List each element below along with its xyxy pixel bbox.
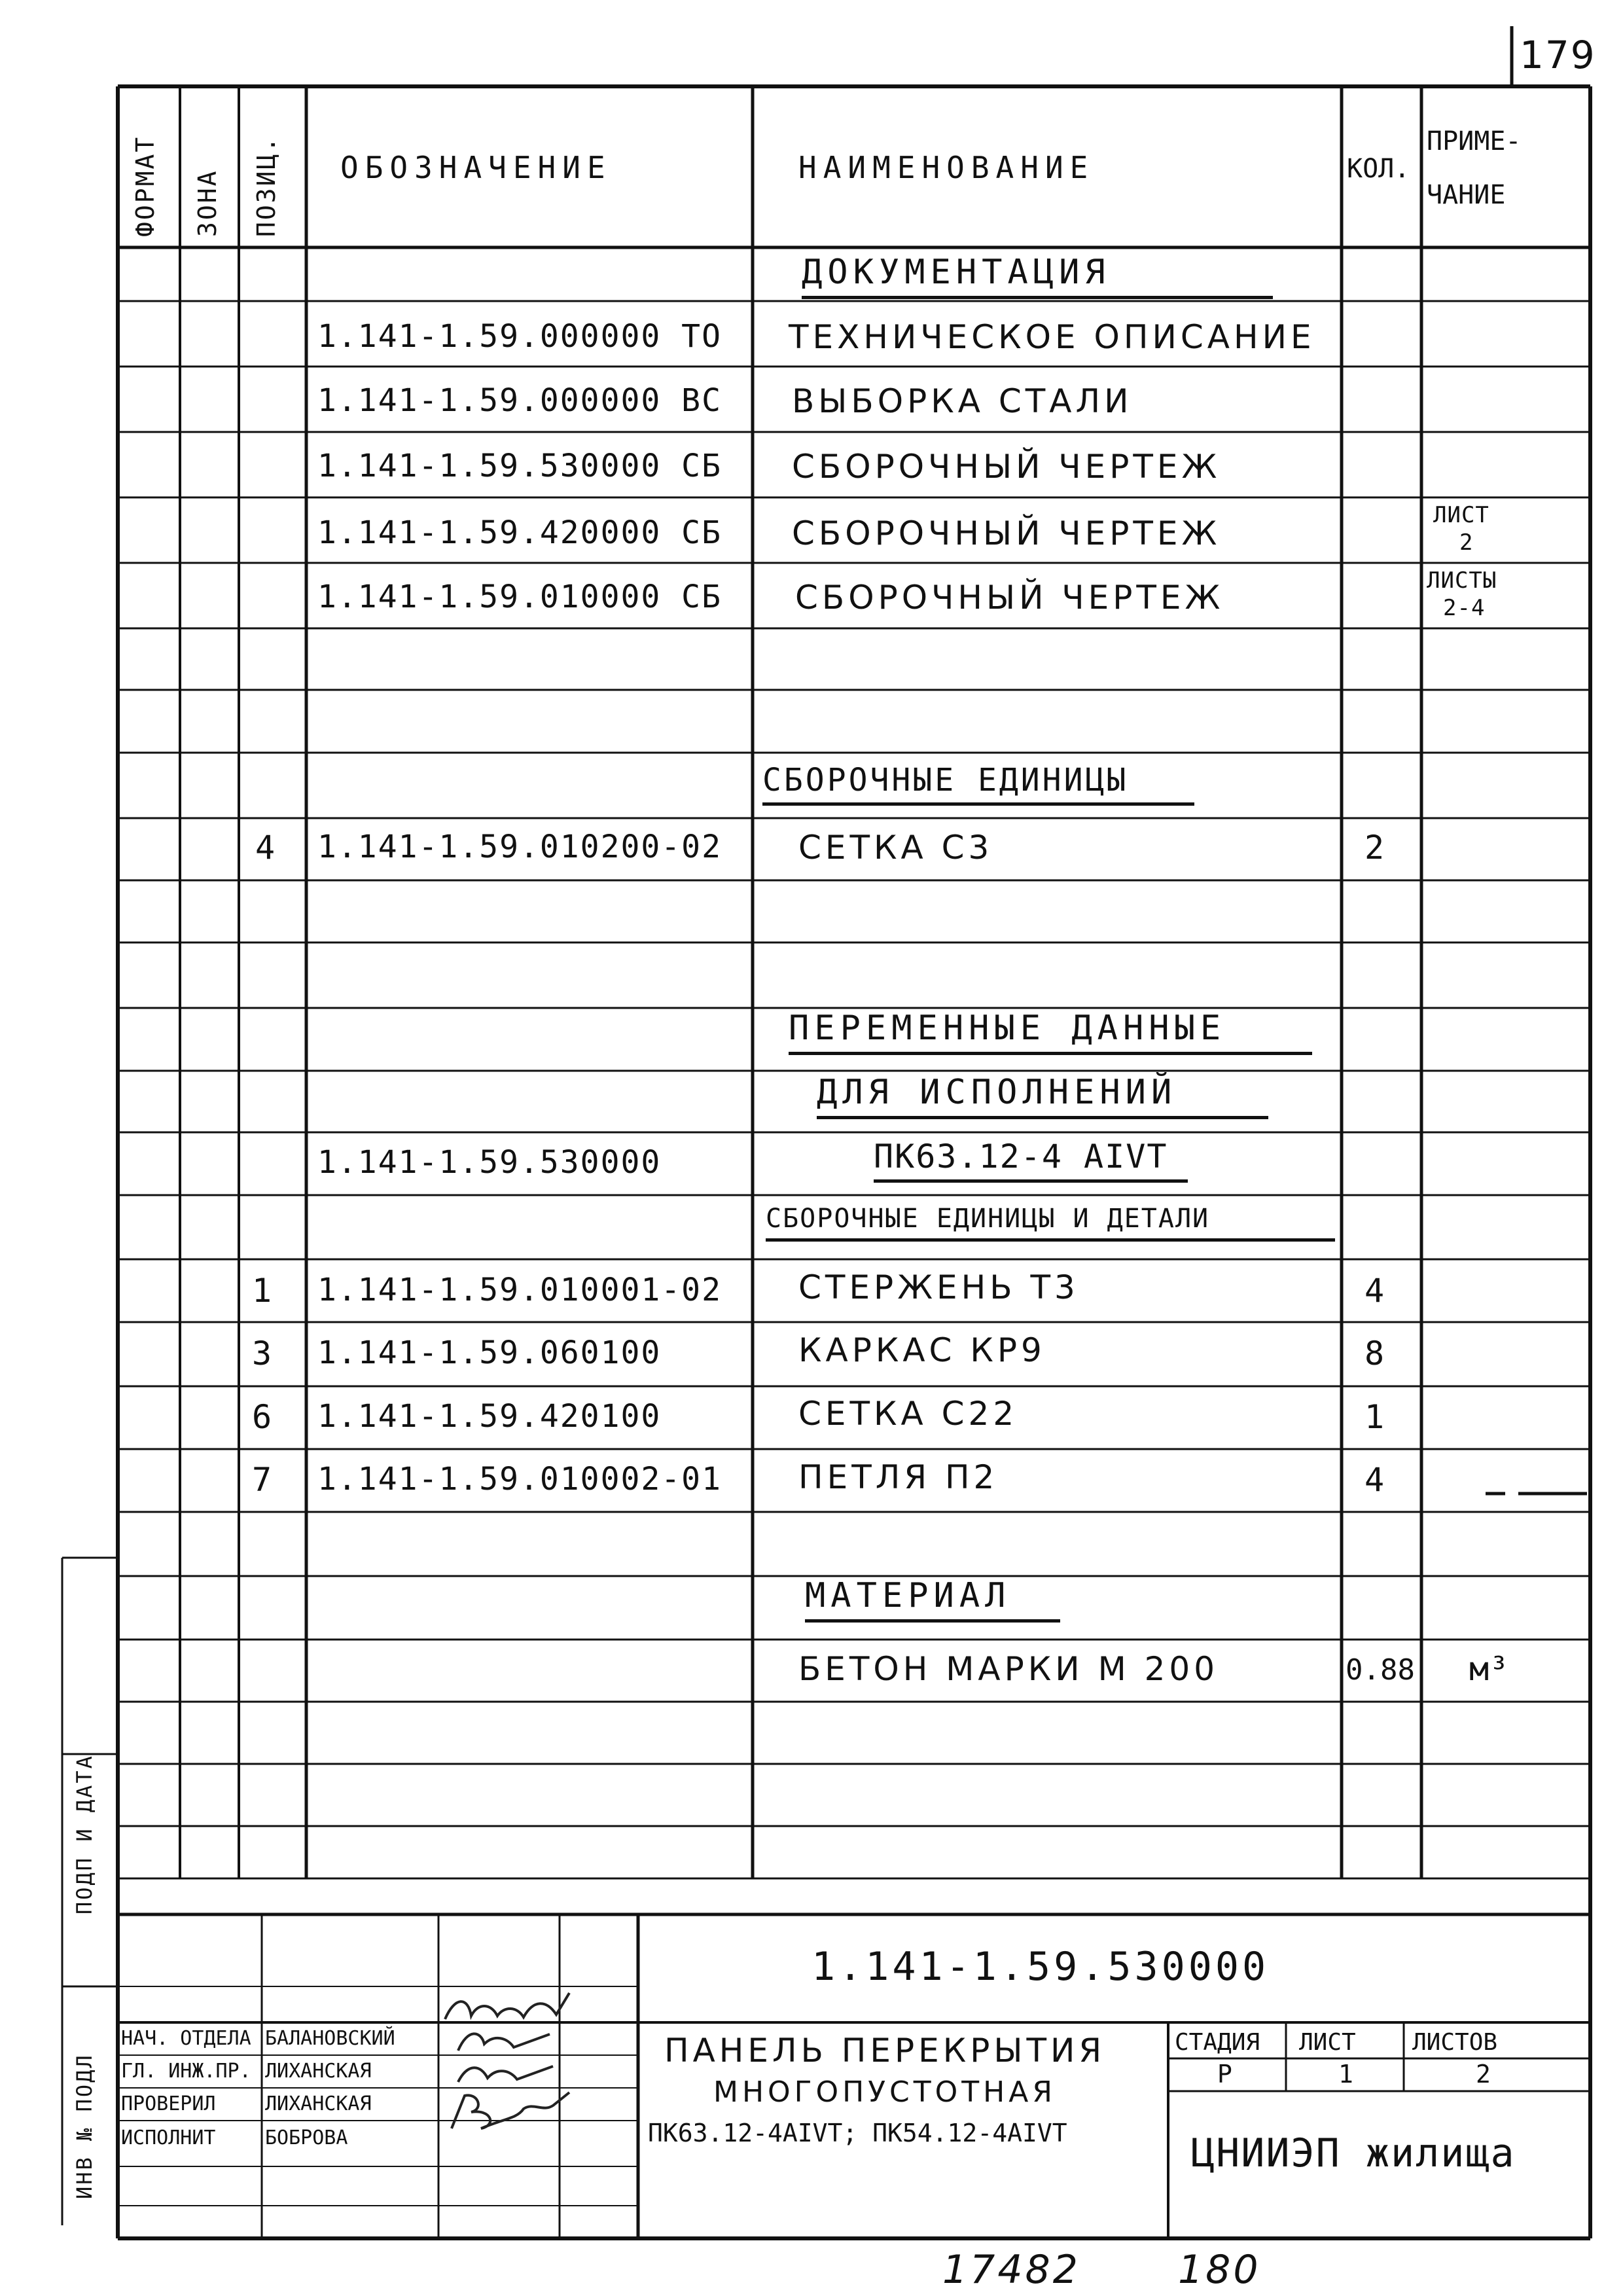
section-assembly-units-and-parts: СБОРОЧНЫЕ ЕДИНИЦЫ И ДЕТАЛИ (766, 1206, 1335, 1242)
doc5-note-line1: ЛИСТЫ (1427, 567, 1497, 594)
title-line-1: ПАНЕЛЬ ПЕРЕКРЫТИЯ (664, 2032, 1106, 2070)
asm1-name: СЕТКА С3 (798, 829, 993, 867)
part2-designation: 1.141-1.59.060100 (317, 1335, 662, 1371)
doc2-name: ВЫБОРКА СТАЛИ (792, 382, 1133, 420)
part2-name: КАРКАС КР9 (798, 1331, 1046, 1369)
doc4-designation: 1.141-1.59.420000 СБ (317, 514, 722, 551)
person-3: ЛИХАНСКАЯ (265, 2092, 372, 2115)
doc3-designation: 1.141-1.59.530000 СБ (317, 448, 722, 484)
sheets-value: 2 (1476, 2060, 1491, 2089)
part3-name: СЕТКА С22 (798, 1395, 1018, 1433)
footer-number-2: 180 (1178, 2247, 1261, 2293)
title-line-2: МНОГОПУСТОТНАЯ (713, 2075, 1056, 2109)
part3-position: 6 (252, 1398, 272, 1436)
doc5-name: СБОРОЧНЫЙ ЧЕРТЕЖ (795, 579, 1224, 617)
header-qty: КОЛ. (1347, 154, 1410, 184)
part1-position: 1 (252, 1272, 272, 1310)
section-material: МАТЕРИАЛ (805, 1579, 1060, 1623)
sheet-value: 1 (1338, 2060, 1353, 2089)
role-3: ПРОВЕРИЛ (121, 2092, 216, 2115)
part4-designation: 1.141-1.59.010002-01 (317, 1461, 722, 1498)
part4-qty: 4 (1364, 1461, 1385, 1499)
part4-name: ПЕТЛЯ П2 (798, 1458, 999, 1496)
doc4-name: СБОРОЧНЫЙ ЧЕРТЕЖ (792, 514, 1221, 552)
signature-1 (442, 1990, 573, 2029)
person-1: БАЛАНОВСКИЙ (265, 2027, 395, 2050)
title-line-3: ПК63.12-4AIVТ; ПК54.12-4AIVТ (648, 2119, 1067, 2147)
header-note-line2: ЧАНИЕ (1427, 180, 1506, 210)
header-position: ПОЗИЦ. (252, 135, 281, 237)
stage-value: Р (1217, 2060, 1232, 2089)
section-variable-data-line2: ДЛЯ ИСПОЛНЕНИЙ (817, 1075, 1268, 1119)
title-doc-number: 1.141-1.59.530000 (812, 1944, 1270, 1990)
variant-designation: 1.141-1.59.530000 (317, 1144, 662, 1181)
asm1-qty: 2 (1364, 829, 1385, 867)
doc5-note-line2: 2-4 (1443, 595, 1486, 621)
doc5-designation: 1.141-1.59.010000 СБ (317, 579, 722, 615)
section-variant-code: ПК63.12-4 AIVТ (874, 1140, 1188, 1183)
role-1: НАЧ. ОТДЕЛА (121, 2027, 251, 2050)
stage-label: СТАДИЯ (1175, 2029, 1260, 2056)
role-2: ГЛ. ИНЖ.ПР. (121, 2060, 251, 2083)
section-documentation: ДОКУМЕНТАЦИЯ (802, 255, 1273, 299)
doc1-name: ТЕХНИЧЕСКОЕ ОПИСАНИЕ (789, 318, 1315, 356)
role-4: ИСПОЛНИТ (121, 2126, 216, 2149)
part2-qty: 8 (1364, 1335, 1385, 1372)
person-2: ЛИХАНСКАЯ (265, 2060, 372, 2083)
part1-designation: 1.141-1.59.010001-02 (317, 1272, 722, 1308)
mat1-unit: м³ (1469, 1650, 1509, 1688)
doc3-name: СБОРОЧНЫЙ ЧЕРТЕЖ (792, 448, 1221, 486)
header-name: НАИМЕНОВАНИЕ (798, 150, 1095, 185)
part1-qty: 4 (1364, 1272, 1385, 1310)
part1-name: СТЕРЖЕНЬ Т3 (798, 1268, 1079, 1306)
header-designation: ОБОЗНАЧЕНИЕ (340, 150, 612, 185)
sheet-label: ЛИСТ (1299, 2029, 1356, 2056)
asm1-position: 4 (255, 829, 276, 867)
doc1-designation: 1.141-1.59.000000 ТО (317, 318, 722, 355)
part3-designation: 1.141-1.59.420100 (317, 1398, 662, 1435)
doc4-note-line2: 2 (1459, 529, 1474, 556)
part3-qty: 1 (1364, 1398, 1385, 1436)
part2-position: 3 (252, 1335, 272, 1372)
header-zone: ЗОНА (193, 169, 222, 237)
organization-name: ЦНИИЭП жилища (1191, 2130, 1516, 2176)
mat1-name: БЕТОН МАРКИ М 200 (798, 1650, 1219, 1688)
signature-2 (452, 2024, 569, 2057)
signature-4 (445, 2089, 576, 2135)
section-assembly-units: СБОРОЧНЫЕ ЕДИНИЦЫ (762, 764, 1194, 806)
asm1-designation: 1.141-1.59.010200-02 (317, 829, 722, 865)
doc2-designation: 1.141-1.59.000000 ВС (317, 382, 722, 419)
mat1-qty: 0.88 (1346, 1653, 1415, 1687)
page-number: 179 (1520, 33, 1596, 77)
margin-inv-original: ИНВ № ПОДЛ (72, 2053, 97, 2199)
part4-position: 7 (252, 1461, 272, 1499)
signature-3 (452, 2057, 569, 2090)
footer-number-1: 17482 (942, 2247, 1080, 2293)
header-note-line1: ПРИМЕ- (1427, 126, 1522, 156)
section-variable-data-line1: ПЕРЕМЕННЫЕ ДАННЫЕ (789, 1011, 1312, 1055)
sheets-label: ЛИСТОВ (1412, 2029, 1498, 2056)
header-format: ФОРМАТ (131, 135, 160, 237)
doc4-note-line1: ЛИСТ (1433, 502, 1489, 528)
person-4: БОБРОВА (265, 2126, 348, 2149)
margin-sign-date: ПОДП И ДАТА (72, 1754, 97, 1914)
